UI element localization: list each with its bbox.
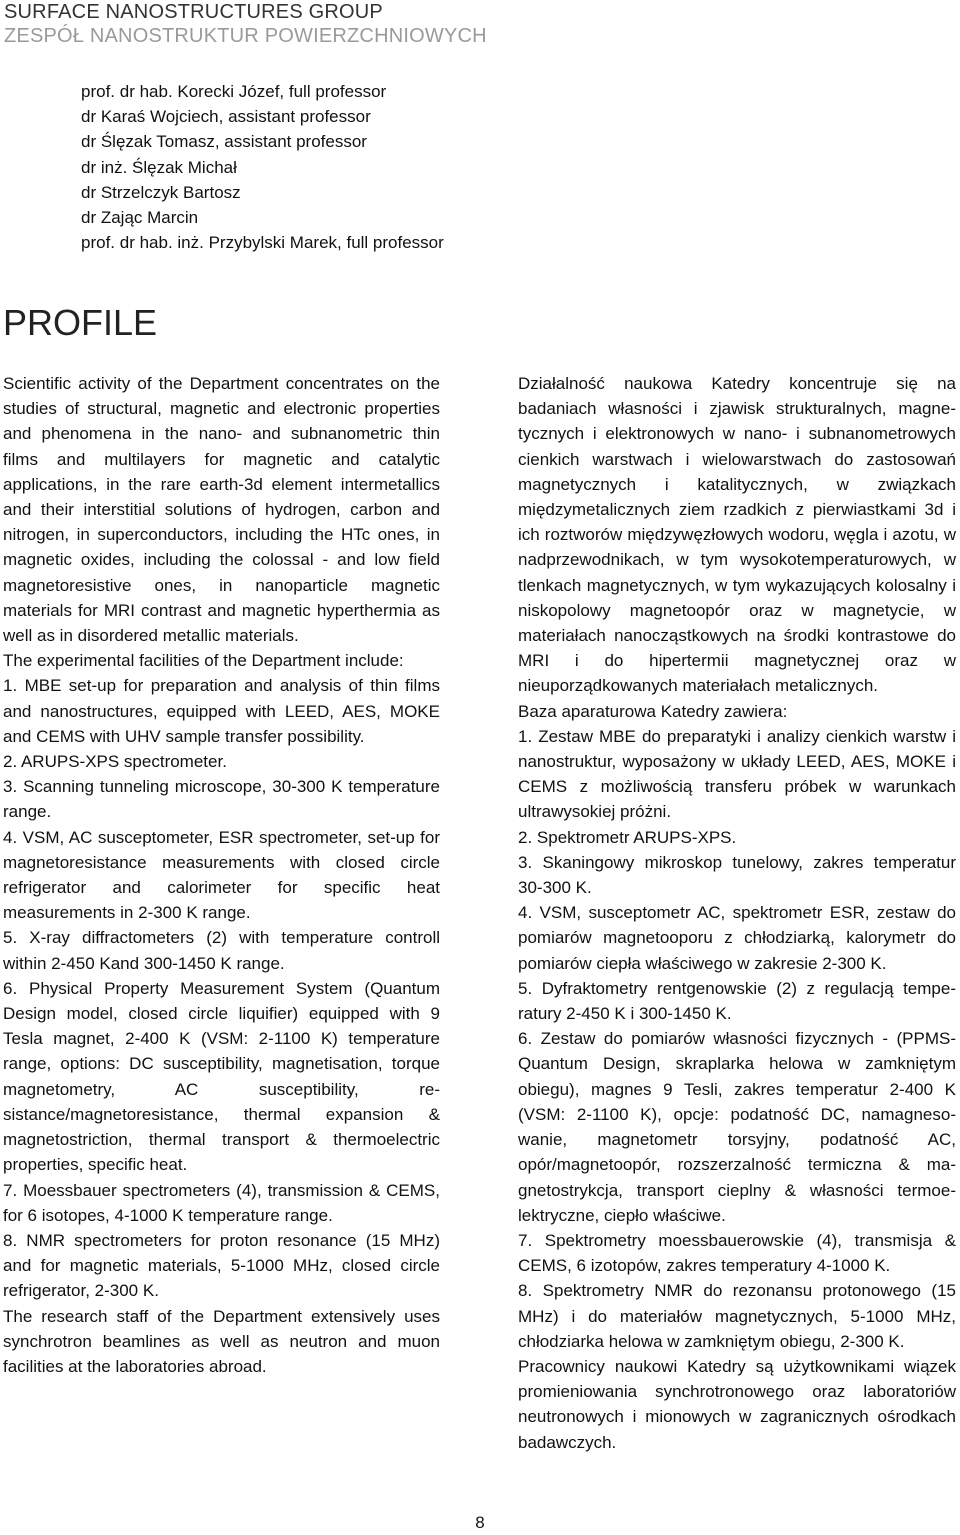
paragraph: 6. Zestaw do pomiarów własności fizycznych - (PPMS-Quantum Design, skraplarka helowa w zamkniętym obiegu), magnes 9 Tesli, zakres temperatur 2-400 K (VSM: 2-1100 K), opcje: podatność DC, namagnesowanie, magnetometr torsyjny, podatność AC, opór/magnetoopór, rozszerzalność termiczna & magnetostrykcja, transport cieplny & własności termoelektryczne, ciepło właściwe. <box>518 1029 956 1225</box>
page-number-text: 8 <box>475 1513 485 1532</box>
paragraph: 8. Spektrometry NMR do rezonansu protonowego (15 MHz) i do materiałów magnetycznych, 5-1000 MHz, chłodziarka helowa w zamkniętym obiegu, 2-300 K. <box>518 1281 956 1351</box>
paragraph: 3. Scanning tunneling microscope, 30-300 K temperature range. <box>3 777 440 822</box>
paragraph: 3. Skaningowy mikroskop tunelowy, zakres temperatur 30-300 K. <box>518 852 956 898</box>
paragraph: 1. MBE set-up for preparation and analysis of thin films and nanostructures, equipped with LEED, AES, MOKE and CEMS with UHV sample transfer possibility. <box>3 676 440 746</box>
paragraph: 2. Spektrometr ARUPS-XPS. <box>518 827 737 847</box>
paragraph: 1. Zestaw MBE do preparatyki i analizy cienkich warstw i nanostruktur, wyposażony w układy LEED, AES, MOKE i CEMS z możliwością transferu próbek w warunkach ultrawysokiej próżni. <box>518 726 956 822</box>
paragraph: 5. X-ray diffractometers (2) with temperature controll within 2-450 Kand 300-1450 K range. <box>3 928 440 973</box>
group-name-english: SURFACE NANOSTRUCTURES GROUP <box>4 1 383 23</box>
paragraph: Scientific activity of the Department concentrates on the studies of structural, magnetic and electronic properties and phenomena in the nano- and subnanometric thin films and multilayers for magnetic and catalytic applications, in the rare earth-3d element intermetallics and their interstitial solutions of hydrogen, carbon and nitrogen, in superconductors, including the HTc ones, in magnetic oxides, including the colossal - and low field magnetoresistive ones, in nanoparticle magnetic materials for MRI contrast and magnetic hyperthermia as well as in disordered metallic materials. <box>3 374 440 646</box>
paragraph: 7. Spektrometry moessbauerowskie (4), transmisja & CEMS, 6 izotopów, zakres temperatury 4-1000 K. <box>518 1230 956 1276</box>
paragraph: 6. Physical Property Measurement System (Quantum Design model, closed circle liquifier) equipped with 9 Tesla magnet, 2-400 K (VSM: 2-1100 K) temperature range, options: DC susceptibility, magnetisation, torque magnetometry, AC susceptibility, resistance/magnetoresistance, thermal expansion & magnetostriction, thermal transport & thermoelectric properties, specific heat. <box>3 978 440 1175</box>
paragraph: 7. Moessbauer spectrometers (4), transmission & CEMS, for 6 isotopes, 4-1000 K temperature range. <box>3 1180 440 1225</box>
paragraph: 8. NMR spectrometers for proton resonance (15 MHz) and for magnetic materials, 5-1000 MHz, closed circle refrigerator, 2-300 K. <box>3 1230 440 1301</box>
staff-member: prof. dr hab. Korecki Józef, full professor <box>81 82 387 101</box>
group-name-polish: ZESPÓŁ NANOSTRUKTUR POWIERZCHNIOWYCH <box>4 25 487 47</box>
paragraph: The research staff of the Department extensively uses synchrotron beamlines as well as neutron and muon facilities at the laboratories abroad. <box>3 1306 440 1376</box>
polish-column <box>518 371 956 1455</box>
paragraph: The experimental facilities of the Department include: <box>3 651 404 671</box>
staff-list <box>81 79 681 255</box>
page-header <box>4 0 954 48</box>
english-column <box>3 371 440 1379</box>
paragraph: 4. VSM, AC susceptometer, ESR spectrometer, set-up for magnetoresistance measurements with closed circle refrigerator and calorimeter for specific heat measurements in 2-300 K range. <box>3 827 440 923</box>
page-number <box>0 1512 960 1534</box>
paragraph: 4. VSM, susceptometr AC, spektrometr ESR, zestaw do pomiarów magnetooporu z chłodziarką, kalorymetr do pomiarów ciepła właściwego w zakresie 2-300 K. <box>518 903 956 973</box>
staff-member: prof. dr hab. inż. Przybylski Marek, full professor <box>81 233 444 253</box>
paragraph: 5. Dyfraktometry rentgenowskie (2) z regulacją temperatury 2-450 K i 300-1450 K. <box>518 978 956 1024</box>
paragraph: Pracownicy naukowi Katedry są użytkownikami wiązek promieniowania synchrotronowego oraz laboratoriów neutronowych i mionowych w zagranicznych ośrodkach badawczych. <box>518 1356 956 1452</box>
paragraph: Działalność naukowa Katedry koncentruje się na badaniach własności i zjawisk strukturalnych, magnetycznych i elektronowych w nano- i subnanometrowych cienkich warstwach i wielowarstwach do zastosowań magnetycznych i katalitycznych, w związkach międzymetalicznych ziem rzadkich z pierwiastkami 3d i ich roztworów międzywęzłowych wodoru, węgla i azotu, w nadprzewodnikach, w tym wysokotemperaturowych, w tlenkach magnetycznych, w tym wykazujących kolosalny i niskopolowy magnetoopór oraz w magnetycie, w materiałach nanocząstkowych na środki kontrastowe do MRI i do hipertermii magnetycznej oraz w nieuporządkowanych materiałach metalicznych. <box>518 374 956 696</box>
profile-heading: PROFILE <box>3 302 158 343</box>
staff-member: dr Zając Marcin <box>81 208 199 228</box>
staff-member: dr Strzelczyk Bartosz <box>81 182 241 202</box>
staff-member: dr Karaś Wojciech, assistant professor <box>81 107 371 127</box>
staff-member: dr Ślęzak Tomasz, assistant professor <box>81 132 367 152</box>
staff-member: dr inż. Ślęzak Michał <box>81 157 237 177</box>
paragraph: Baza aparaturowa Katedry zawiera: <box>518 701 788 721</box>
paragraph: 2. ARUPS-XPS spectrometer. <box>3 752 227 772</box>
